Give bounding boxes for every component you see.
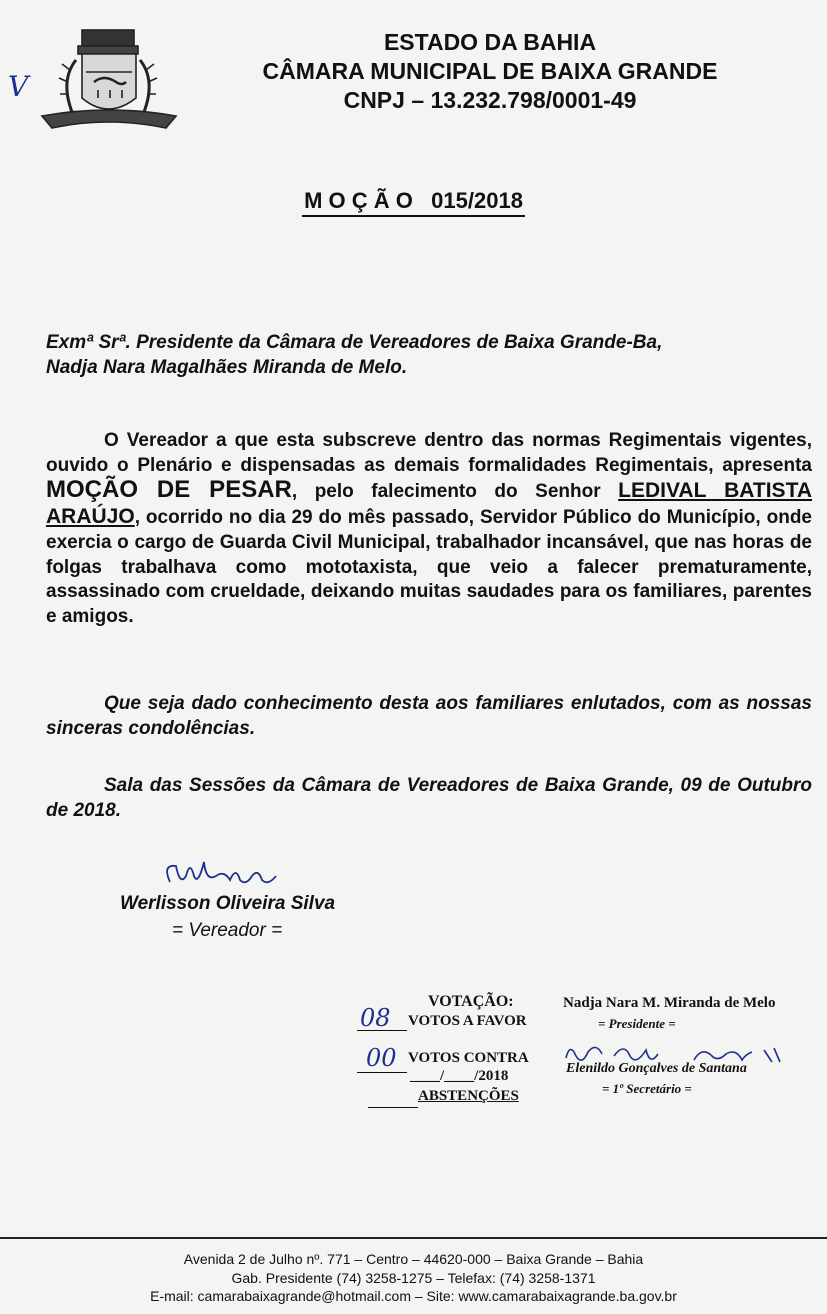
body-text-p3: Sala das Sessões da Câmara de Vereadores de Baixa Grande, 09 de Outubro de 2018. <box>46 775 812 821</box>
footer-phones: Gab. Presidente (74) 3258-1275 – Telefax: (74) 3258-1371 <box>231 1269 596 1286</box>
footer-rule <box>0 1237 827 1239</box>
body-text-p2: Que seja dado conhecimento desta aos familiares enlutados, com as nossas sinceras condolências. <box>46 693 812 739</box>
body-paragraph-3 <box>46 774 812 823</box>
president-role: = Presidente = <box>598 1016 676 1031</box>
document-title-text: M O Ç Ã O 015/2018 <box>302 188 525 217</box>
addressee <box>46 330 776 380</box>
deceased-name: LEDIVAL BATISTA ARAÚJO <box>46 479 813 529</box>
header-chamber: CÂMARA MUNICIPAL DE BAIXA GRANDE <box>262 58 718 84</box>
secretary-role: = 1º Secretário = <box>602 1081 692 1096</box>
abstencoes-line <box>368 1093 418 1108</box>
votes-favor-line <box>357 1016 407 1031</box>
body-text-b: , pelo falecimento do Senhor <box>291 481 619 503</box>
footer <box>0 1250 827 1306</box>
secretary-name: Elenildo Gonçalves de Santana <box>566 1061 747 1076</box>
president-name: Nadja Nara M. Miranda de Melo <box>563 995 776 1011</box>
footer-address: Avenida 2 de Julho nº. 771 – Centro – 44620-000 – Baixa Grande – Bahia <box>183 1251 644 1267</box>
votes-contra-count: 00 <box>366 1044 397 1072</box>
body-paragraph-1 <box>46 429 812 630</box>
voting-date: ____/____/2018 <box>410 1068 509 1084</box>
addressee-line-2: Nadja Nara Magalhães Miranda de Melo. <box>46 357 408 378</box>
addressee-line-1: Exmª Srª. Presidente da Câmara de Vereadores de Baixa Grande-Ba, <box>46 332 663 353</box>
signer-name: Werlisson Oliveira Silva <box>120 893 336 914</box>
votes-favor-label: VOTOS A FAVOR <box>408 1013 527 1029</box>
motion-type: MOÇÃO DE PESAR <box>46 476 292 504</box>
header-state: ESTADO DA BAHIA <box>383 29 597 55</box>
abstencoes-label: ABSTENÇÕES <box>418 1088 519 1104</box>
margin-pen-mark: V <box>8 70 29 103</box>
footer-contact: E-mail: camarabaixagrande@hotmail.com – Site: www.camarabaixagrande.ba.gov.br <box>150 1288 677 1305</box>
header-cnpj: CNPJ – 13.232.798/0001-49 <box>343 87 637 113</box>
votes-contra-label: VOTOS CONTRA <box>408 1050 529 1066</box>
body-text-a: O Vereador a que esta subscreve dentro das normas Regimentais vigentes, ouvido o Plenário e dispensadas as demais formalidades Regimentais, apresenta <box>46 430 812 476</box>
document-title <box>0 188 827 214</box>
signer-role: = Vereador = <box>172 920 283 941</box>
body-paragraph-2 <box>46 692 812 741</box>
votes-favor-count: 08 <box>360 1004 391 1032</box>
voting-title: VOTAÇÃO: <box>428 993 514 1010</box>
body-text-c: , ocorrido no dia 29 do mês passado, Servidor Público do Município, onde exercia o cargo de Guarda Civil Municipal, trabalhador incansável, que nas horas de folgas trabalhava como mototaxista, que veio a falecer prematuramente, assassinado com crueldade, deixando muitas saudades para os familiares, parentes e amigos. <box>46 507 812 627</box>
coat-of-arms-icon <box>40 20 178 132</box>
votes-contra-line <box>357 1058 407 1073</box>
